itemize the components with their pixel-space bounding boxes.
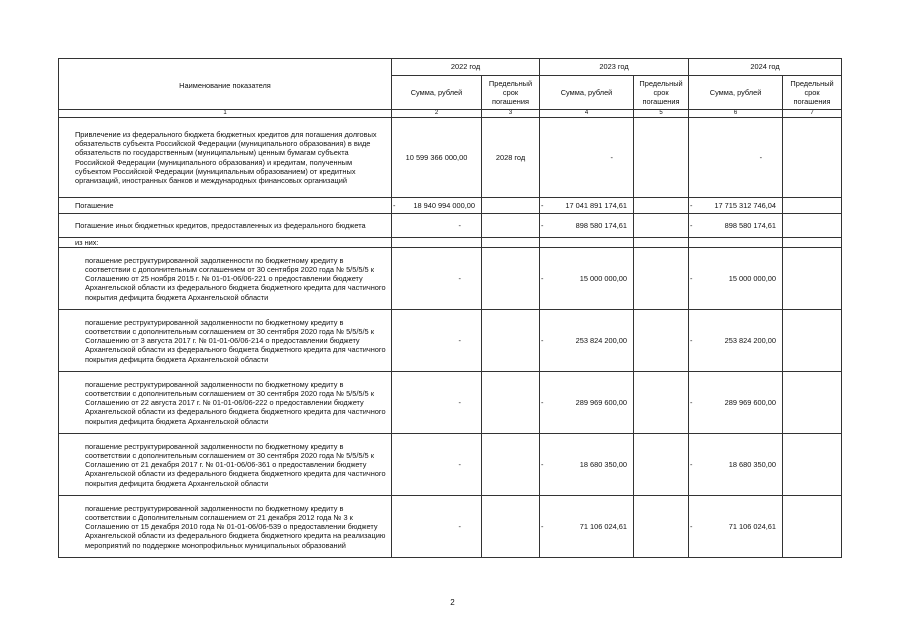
header-term-2024: Предельный срок погашения [783,76,842,110]
row-term-2023 [634,248,689,310]
row-term-2022 [482,214,540,238]
row-sum-2023 [540,372,634,434]
header-year-2022: 2022 год [392,59,540,76]
row-term-2022 [482,434,540,496]
row-term-2024 [783,434,842,496]
row-sum-2023 [540,214,634,238]
amount-value: 898 580 174,61 [575,220,628,230]
table-row [59,198,842,214]
table-row [59,496,842,558]
row-sum-2024: - [689,118,783,198]
sign-mark: - [541,397,544,407]
empty-cell [689,238,783,248]
row-term-2024 [783,118,842,198]
sign-mark: - [541,200,544,210]
row-term-2023 [634,434,689,496]
row-name: погашение реструктурированной задолженности по бюджетному кредиту в соответствии с дополнительным соглашением от 30 сентября 2020 года № 5/5/5/5 к Соглашению от 3 августа 2017 г. № 01-01-06/06-214 о предоставлении бюджету Архангельской области из федерального бюджета бюджетного кредита для частичного покрытия дефицита бюджета Архангельской области [59,310,392,372]
column-number: 6 [689,110,783,118]
row-term-2022 [482,310,540,372]
sign-mark: - [690,220,693,230]
column-number: 3 [482,110,540,118]
row-name: погашение реструктурированной задолженности по бюджетному кредиту в соответствии с дополнительным соглашением от 30 сентября 2020 года № 5/5/5/5 к Соглашению от 21 декабря 2017 г. № 01-01-06/06-361 о предоставлении бюджету Архангельской области из федерального бюджета бюджетного кредита для частичного покрытия дефицита бюджета Архангельской области [59,434,392,496]
sign-mark: - [541,459,544,469]
row-term-2022: 2028 год [482,118,540,198]
row-term-2023 [634,214,689,238]
sign-mark: - [393,200,396,210]
table-row [59,434,842,496]
row-sum-2024 [689,248,783,310]
sign-mark: - [541,273,544,283]
row-term-2022 [482,248,540,310]
empty-cell [540,238,634,248]
row-term-2024 [783,248,842,310]
header-sum-2024: Сумма, рублей [689,76,783,110]
row-term-2023 [634,118,689,198]
budget-credits-table [58,58,842,558]
row-sum-2022: - [392,372,482,434]
row-sum-2022: 10 599 366 000,00 [392,118,482,198]
row-term-2024 [783,214,842,238]
row-sum-2022: - [392,496,482,558]
row-sum-2023: - [540,118,634,198]
amount-value: 71 106 024,61 [579,522,628,532]
column-number: 4 [540,110,634,118]
row-term-2024 [783,372,842,434]
sign-mark: - [690,200,693,210]
row-name: погашение реструктурированной задолженности по бюджетному кредиту в соответствии с дополнительным соглашением от 30 сентября 2020 года № 5/5/5/5 к Соглашению от 22 августа 2017 г. № 01-01-06/06-222 о предоставлении бюджету Архангельской области из федерального бюджета бюджетного кредита для частичного покрытия дефицита бюджета Архангельской области [59,372,392,434]
amount-value: 898 580 174,61 [724,220,777,230]
row-name: Погашение иных бюджетных кредитов, предоставленных из федерального бюджета [59,214,392,238]
table-row [59,310,842,372]
column-number: 1 [59,110,392,118]
row-term-2022 [482,372,540,434]
amount-value: 289 969 600,00 [724,398,777,408]
amount-value: 18 680 350,00 [579,460,628,470]
amount-value: 253 824 200,00 [724,336,777,346]
amount-value: 17 715 312 746,04 [714,200,777,210]
row-sum-2023 [540,434,634,496]
row-sum-2022: - [392,248,482,310]
table-row [59,372,842,434]
page-number: 2 [450,598,455,607]
row-term-2024 [783,496,842,558]
table-row [59,118,842,198]
row-term-2024 [783,198,842,214]
sign-mark: - [541,335,544,345]
amount-value: 253 824 200,00 [575,336,628,346]
row-sum-2023 [540,248,634,310]
sign-mark: - [541,521,544,531]
row-term-2022 [482,496,540,558]
row-sum-2022: - [392,310,482,372]
amount-value: 71 106 024,61 [728,522,777,532]
row-sum-2023 [540,198,634,214]
row-sum-2023 [540,496,634,558]
row-name: Погашение [59,198,392,214]
row-name: Привлечение из федерального бюджета бюджетных кредитов для погашения долговых обязательств субъекта Российской Федерации (муниципального образования) в виде обязательств по государственным (муниципальным) ценным бумагам субъекта Российской Федерации (муниципального образования) и кредитам, полученным субъектом Российской Федерации (муниципальным образованием) от кредитных организаций, иностранных банков и международных финансовых организаций [59,118,392,198]
amount-value: 18 680 350,00 [728,460,777,470]
header-year-2024: 2024 год [689,59,842,76]
sign-mark: - [690,273,693,283]
sign-mark: - [690,397,693,407]
row-sum-2024 [689,310,783,372]
table-row [59,238,842,248]
row-name: из них: [59,238,392,248]
header-indicator-name: Наименование показателя [59,59,392,110]
row-name: погашение реструктурированной задолженности по бюджетному кредиту в соответствии с Дополнительным соглашением от 21 декабря 2012 года № 3 к Соглашению от 15 декабря 2010 года № 01-01-06/06-539 о предоставлении бюджету Архангельской области из федерального бюджета бюджетного кредита на реализацию мероприятий по поддержке монопрофильных муниципальных образований [59,496,392,558]
column-number: 7 [783,110,842,118]
row-sum-2024 [689,198,783,214]
row-sum-2024 [689,434,783,496]
amount-value: 289 969 600,00 [575,398,628,408]
sign-mark: - [541,220,544,230]
empty-cell [783,238,842,248]
empty-cell [634,238,689,248]
sign-mark: - [690,335,693,345]
row-term-2022 [482,198,540,214]
header-sum-2022: Сумма, рублей [392,76,482,110]
column-number: 5 [634,110,689,118]
empty-cell [392,238,482,248]
header-term-2022: Предельный срок погашения [482,76,540,110]
amount-value: 15 000 000,00 [728,274,777,284]
row-term-2023 [634,372,689,434]
table-row [59,248,842,310]
header-term-2023: Предельный срок погашения [634,76,689,110]
header-year-2023: 2023 год [540,59,689,76]
row-sum-2022: - [392,214,482,238]
table-row [59,214,842,238]
row-term-2023 [634,496,689,558]
column-number: 2 [392,110,482,118]
row-name: погашение реструктурированной задолженности по бюджетному кредиту в соответствии с дополнительным соглашением от 30 сентября 2020 года № 5/5/5/5 к Соглашению от 25 ноября 2015 г. № 01-01-06/06-221 о предоставлении бюджету Архангельской области из федерального бюджета бюджетного кредита для частичного покрытия дефицита бюджета Архангельской области [59,248,392,310]
row-sum-2024 [689,496,783,558]
header-sum-2023: Сумма, рублей [540,76,634,110]
amount-value: 17 041 891 174,61 [565,200,628,210]
sign-mark: - [690,521,693,531]
empty-cell [482,238,540,248]
column-numbers-row [59,110,842,118]
header-row-years [59,59,842,76]
row-term-2024 [783,310,842,372]
row-sum-2024 [689,214,783,238]
row-sum-2022: - [392,434,482,496]
sign-mark: - [690,459,693,469]
row-sum-2022 [392,198,482,214]
row-sum-2024 [689,372,783,434]
amount-value: 15 000 000,00 [579,274,628,284]
amount-value: 18 940 994 000,00 [413,200,475,210]
row-term-2023 [634,310,689,372]
row-sum-2023 [540,310,634,372]
row-term-2023 [634,198,689,214]
